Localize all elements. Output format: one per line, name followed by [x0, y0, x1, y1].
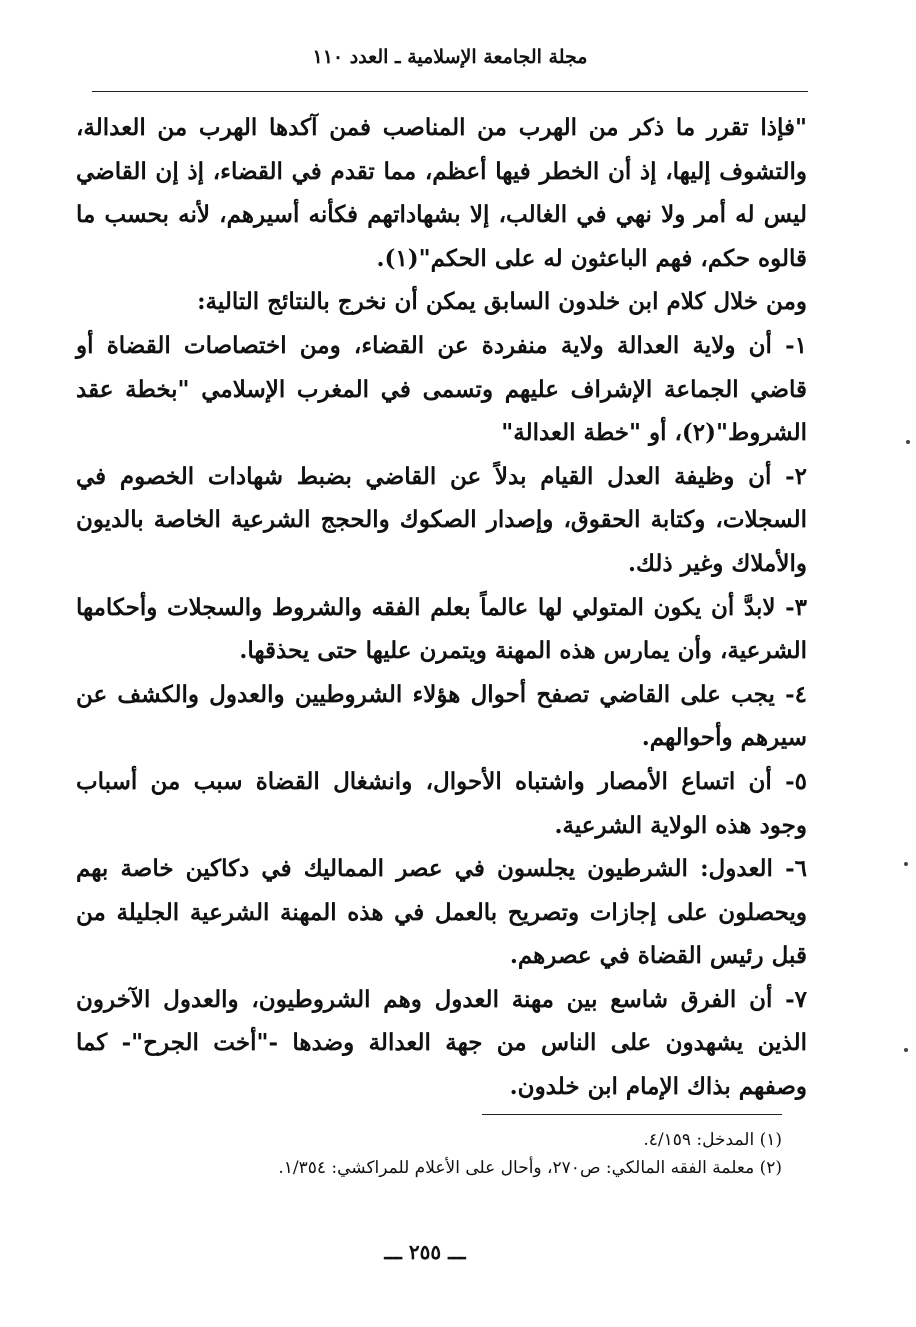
footnote-divider	[482, 1114, 782, 1115]
running-header: مجلة الجامعة الإسلامية ـ العدد ١١٠	[312, 46, 588, 68]
footnote-2: (٢) معلمة الفقه المالكي: ص٢٧٠، وأحال على الأعلام للمراكشي: ١/٣٥٤.	[278, 1158, 782, 1178]
paragraph-quote: "فإذا تقرر ما ذكر من الهرب من المناصب فمن آكدها الهرب من العدالة، والتشوف إليها، إذ أن الخطر فيها أعظم، مما تقدم في القضاء، إذ إن القاضي ليس له أمر ولا نهي في الغالب، إلا بشهاداتهم فكأنه أسيرهم، لأنه بحسب ما قالوه حكم، فهم الباعثون له على الحكم"(١).	[76, 114, 807, 272]
paragraph-point-3: ٣- لابدَّ أن يكون المتولي لها عالماً بعلم الفقه والشروط والسجلات وأحكامها الشرعية، وأن يمارس هذه المهنة ويتمرن عليها حتى يحذقها.	[76, 593, 807, 665]
paragraph-point-5: ٥- أن اتساع الأمصار واشتباه الأحوال، وانشغال القضاة سبب من أسباب وجود هذه الولاية الشرعية.	[76, 767, 807, 839]
paragraph-point-7: ٧- أن الفرق شاسع بين مهنة العدول وهم الشروطيون، والعدول الآخرون الذين يشهدون على الناس من جهة العدالة وضدها -"أخت الجرح"- كما وصفهم بذاك الإمام ابن خلدون.	[76, 985, 807, 1101]
scan-speck	[906, 440, 910, 444]
header-divider	[92, 91, 808, 92]
paragraph-point-4: ٤- يجب على القاضي تصفح أحوال هؤلاء الشروطيين والعدول والكشف عن سيرهم وأحوالهم.	[76, 680, 807, 752]
paragraph-intro: ومن خلال كلام ابن خلدون السابق يمكن أن نخرج بالنتائج التالية:	[197, 288, 807, 316]
paragraph-point-6: ٦- العدول: الشرطيون يجلسون في عصر المماليك في دكاكين خاصة بهم ويحصلون على إجازات وتصريح بالعمل في هذه المهنة الشرعية الجليلة من قبل رئيس القضاة في عصرهم.	[76, 855, 807, 970]
scan-speck	[904, 1048, 908, 1052]
paragraph-point-2: ٢- أن وظيفة العدل القيام بدلاً عن القاضي بضبط شهادات الخصوم في السجلات، وكتابة الحقوق، وإصدار الصكوك والحجج الشرعية الخاصة بالديون والأملاك وغير ذلك.	[76, 462, 807, 577]
main-text	[76, 106, 807, 1109]
paragraph-point-1: ١- أن ولاية العدالة ولاية منفردة عن القضاء، ومن اختصاصات القضاة أو قاضي الجماعة الإشراف عليهم وتسمى في المغرب الإسلامي "بخطة عقد الشروط"(٢)، أو "خطة العدالة"	[76, 331, 807, 447]
footnotes	[160, 1126, 782, 1182]
footnote-1: (١) المدخل: ٤/١٥٩.	[643, 1130, 782, 1150]
page-number: ـــ ٢٥٥ ـــ	[384, 1240, 466, 1264]
scan-speck	[904, 862, 908, 866]
